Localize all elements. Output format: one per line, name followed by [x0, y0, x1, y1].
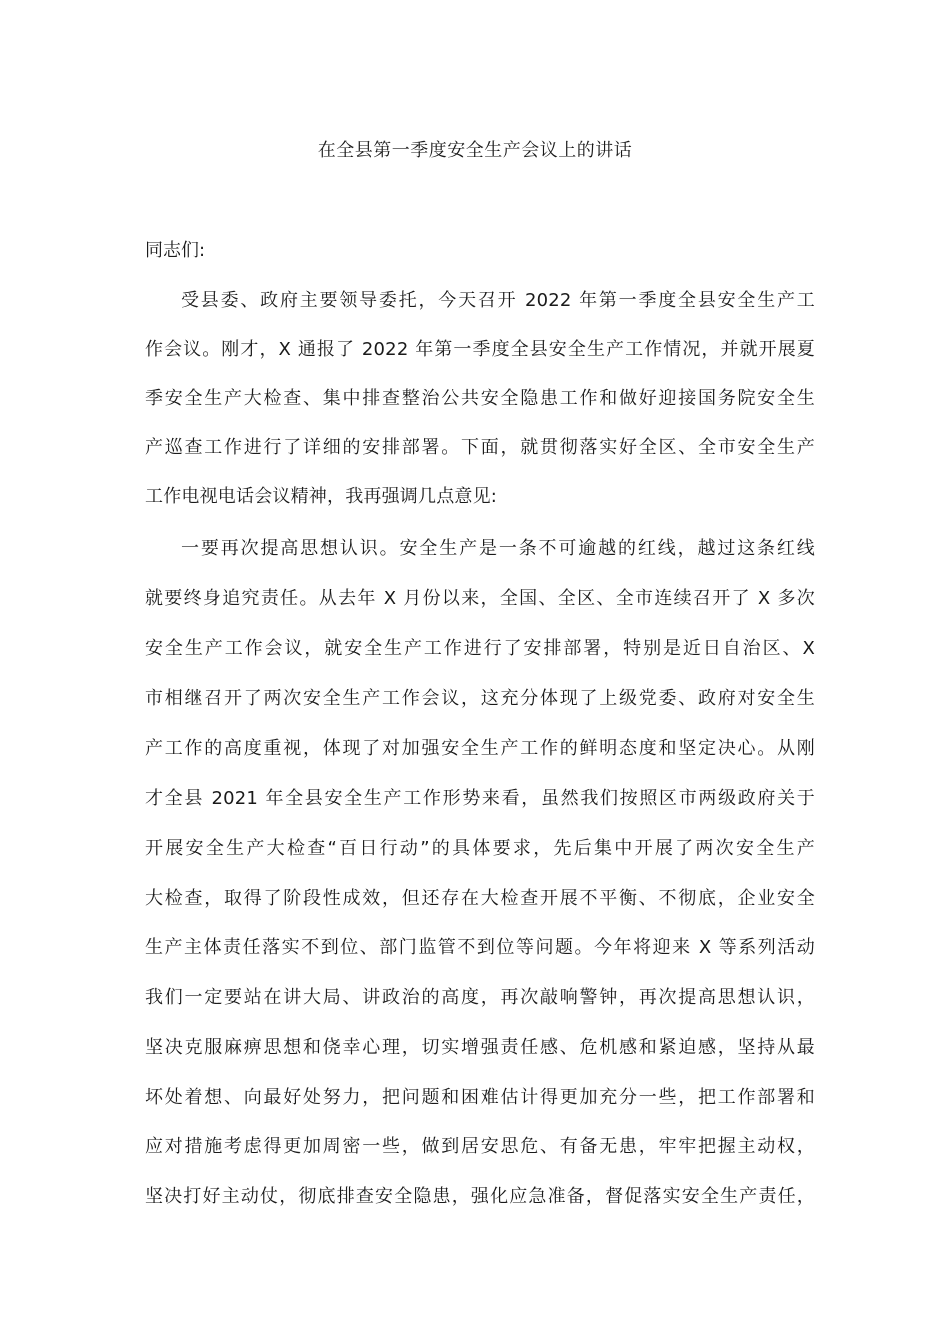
paragraph-line: 才全县 2021 年全县安全生产工作形势来看，虽然我们按照区市两级政府关于	[145, 788, 815, 809]
paragraph-line: 市相继召开了两次安全生产工作会议，这充分体现了上级党委、政府对安全生	[145, 688, 815, 709]
paragraph-line: 生产主体责任落实不到位、部门监管不到位等问题。今年将迎来 X 等系列活动	[145, 937, 815, 958]
paragraph-line: 大检查，取得了阶段性成效，但还存在大检查开展不平衡、不彻底，企业安全	[145, 888, 815, 909]
paragraph-line: 坏处着想、向最好处努力，把问题和困难估计得更加充分一些，把工作部署和	[145, 1087, 815, 1108]
paragraph-line: 安全生产工作会议，就安全生产工作进行了安排部署，特别是近日自治区、X	[145, 638, 815, 659]
paragraph-line: 就要终身追究责任。从去年 X 月份以来，全国、全区、全市连续召开了 X 多次	[145, 588, 815, 609]
paragraph-line: 产工作的高度重视，体现了对加强安全生产工作的鲜明态度和坚定决心。从刚	[145, 738, 815, 759]
paragraph-line: 开展安全生产大检查“百日行动”的具体要求，先后集中开展了两次安全生产	[145, 838, 815, 859]
paragraph-line: 工作电视电话会议精神，我再强调几点意见:	[145, 486, 498, 507]
greeting: 同志们:	[145, 240, 206, 261]
paragraph-line: 坚决克服麻痹思想和侥幸心理，切实增强责任感、危机感和紧迫感，坚持从最	[145, 1037, 815, 1058]
paragraph-line: 作会议。刚才，X 通报了 2022 年第一季度全县安全生产工作情况，并就开展夏	[145, 339, 815, 360]
paragraph-line: 季安全生产大检查、集中排查整治公共安全隐患工作和做好迎接国务院安全生	[145, 388, 815, 409]
paragraph-line: 产巡查工作进行了详细的安排部署。下面，就贯彻落实好全区、全市安全生产	[145, 437, 815, 458]
paragraph-line: 我们一定要站在讲大局、讲政治的高度，再次敲响警钟，再次提高思想认识，	[145, 987, 815, 1008]
paragraph-line: 受县委、政府主要领导委托，今天召开 2022 年第一季度全县安全生产工	[181, 290, 815, 311]
paragraph-line: 坚决打好主动仗，彻底排查安全隐患，强化应急准备，督促落实安全生产责任，	[145, 1186, 815, 1207]
document-title: 在全县第一季度安全生产会议上的讲话	[317, 140, 633, 161]
paragraph-line: 一要再次提高思想认识。安全生产是一条不可逾越的红线，越过这条红线	[181, 538, 815, 559]
paragraph-line: 应对措施考虑得更加周密一些，做到居安思危、有备无患，牢牢把握主动权，	[145, 1136, 815, 1157]
